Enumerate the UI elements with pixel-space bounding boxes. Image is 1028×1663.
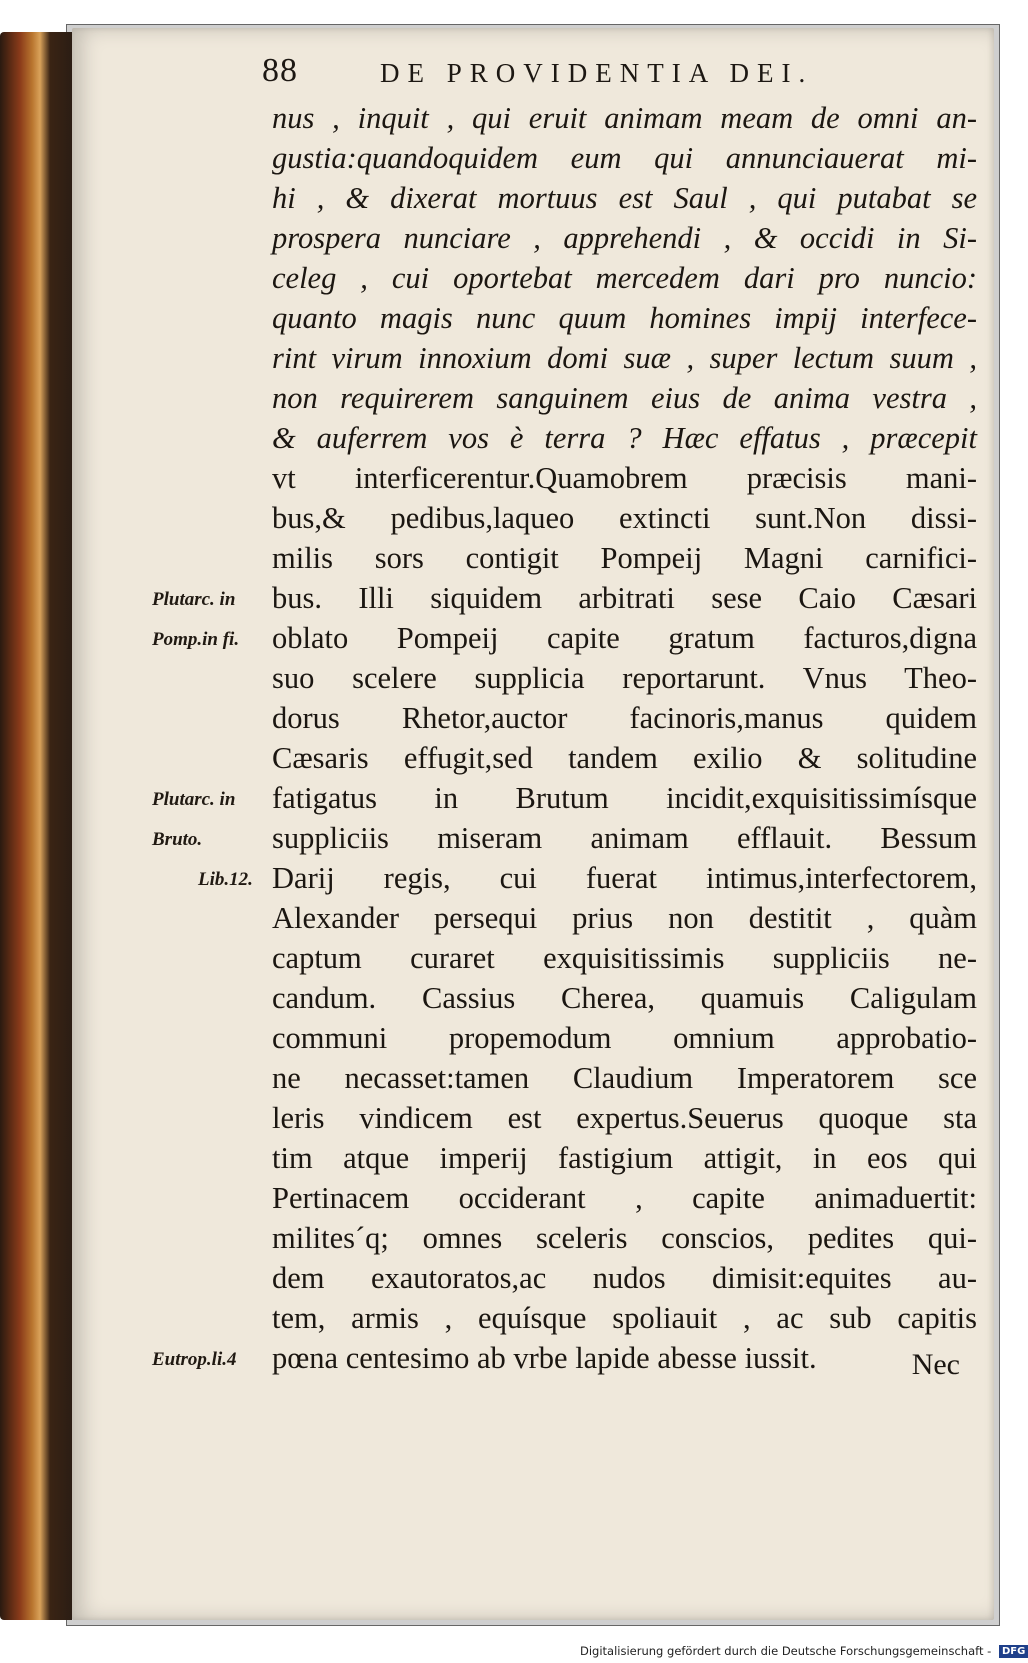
text-line: bus. Illi siquidem arbitrati sese Caio Cæsari [272, 581, 977, 615]
marginal-note: Plutarc. in [152, 789, 236, 810]
text-line: rint virum innoxium domi suæ , super lectum suum , [272, 341, 977, 375]
catchword: Nec [911, 1348, 960, 1381]
text-line: ne necasset:tamen Claudium Imperatorem sce [272, 1061, 977, 1095]
page-number: 88 [262, 52, 298, 89]
text-line: non requirerem sanguinem eius de anima vestra , [272, 381, 977, 415]
text-line: Cæsaris effugit,sed tandem exilio & solitudine [272, 741, 977, 775]
text-line: bus,& pedibus,laqueo extincti sunt.Non dissi- [272, 501, 977, 535]
body-text [272, 98, 977, 1378]
text-line: Alexander persequi prius non destitit , quàm [272, 901, 977, 935]
text-line: milis sors contigit Pompeij Magni carnifici- [272, 541, 977, 575]
text-line: dorus Rhetor,auctor facinoris,manus quidem [272, 701, 977, 735]
dfg-logo: DFG [999, 1645, 1028, 1658]
text-line: dem exautoratos,ac nudos dimisit:equites au- [272, 1261, 977, 1295]
marginal-note: Plutarc. in [152, 589, 236, 610]
text-line: oblato Pompeij capite gratum facturos,digna [272, 621, 977, 655]
text-line: gustia:quandoquidem eum qui annunciauerat mi- [272, 141, 977, 175]
text-line: Pertinacem occiderant , capite animaduertit: [272, 1181, 977, 1215]
text-line: tim atque imperij fastigium attigit, in eos qui [272, 1141, 977, 1175]
text-line: & auferrem vos è terra ? Hæc effatus , præcepit [272, 421, 977, 455]
text-line: fatigatus in Brutum incidit,exquisitissimísque [272, 781, 977, 815]
text-line: prospera nunciare , apprehendi , & occidi in Si- [272, 221, 977, 255]
text-line: quanto magis nunc quum homines impij interfece- [272, 301, 977, 335]
text-line: vt interficerentur.Quamobrem præcisis mani- [272, 461, 977, 495]
text-line: celeg , cui oportebat mercedem dari pro nuncio: [272, 261, 977, 295]
marginal-note: Pomp.in fi. [152, 629, 240, 650]
text-line: suo scelere supplicia reportarunt. Vnus Theo- [272, 661, 977, 695]
text-line: nus , inquit , qui eruit animam meam de omni an- [272, 101, 977, 135]
text-line: captum curaret exquisitissimis suppliciis ne- [272, 941, 977, 975]
marginal-note: Bruto. [152, 829, 203, 850]
text-line: suppliciis miseram animam efflauit. Bessum [272, 821, 977, 855]
digitization-credit [580, 1644, 1028, 1660]
text-line: Darij regis, cui fuerat intimus,interfectorem, [272, 861, 977, 895]
book-binding-edge [0, 32, 72, 1620]
text-line: candum. Cassius Cherea, quamuis Caligulam [272, 981, 977, 1015]
running-title: DE PROVIDENTIA DEI. [380, 58, 814, 88]
credit-text: Digitalisierung gefördert durch die Deutsche Forschungsgemeinschaft - [580, 1644, 992, 1658]
text-line: hi , & dixerat mortuus est Saul , qui putabat se [272, 181, 977, 215]
text-line: communi propemodum omnium approbatio- [272, 1021, 977, 1055]
marginal-note: Lib.12. [198, 869, 253, 890]
text-line: pœna centesimo ab vrbe lapide abesse iussit. [272, 1341, 817, 1375]
marginal-note: Eutrop.li.4 [152, 1349, 237, 1370]
text-line: milites´q; omnes sceleris conscios, pedites qui- [272, 1221, 977, 1255]
page-header [262, 52, 962, 98]
text-line: tem, armis , equísque spoliauit , ac sub capitis [272, 1301, 977, 1335]
text-line: leris vindicem est expertus.Seuerus quoque sta [272, 1101, 977, 1135]
